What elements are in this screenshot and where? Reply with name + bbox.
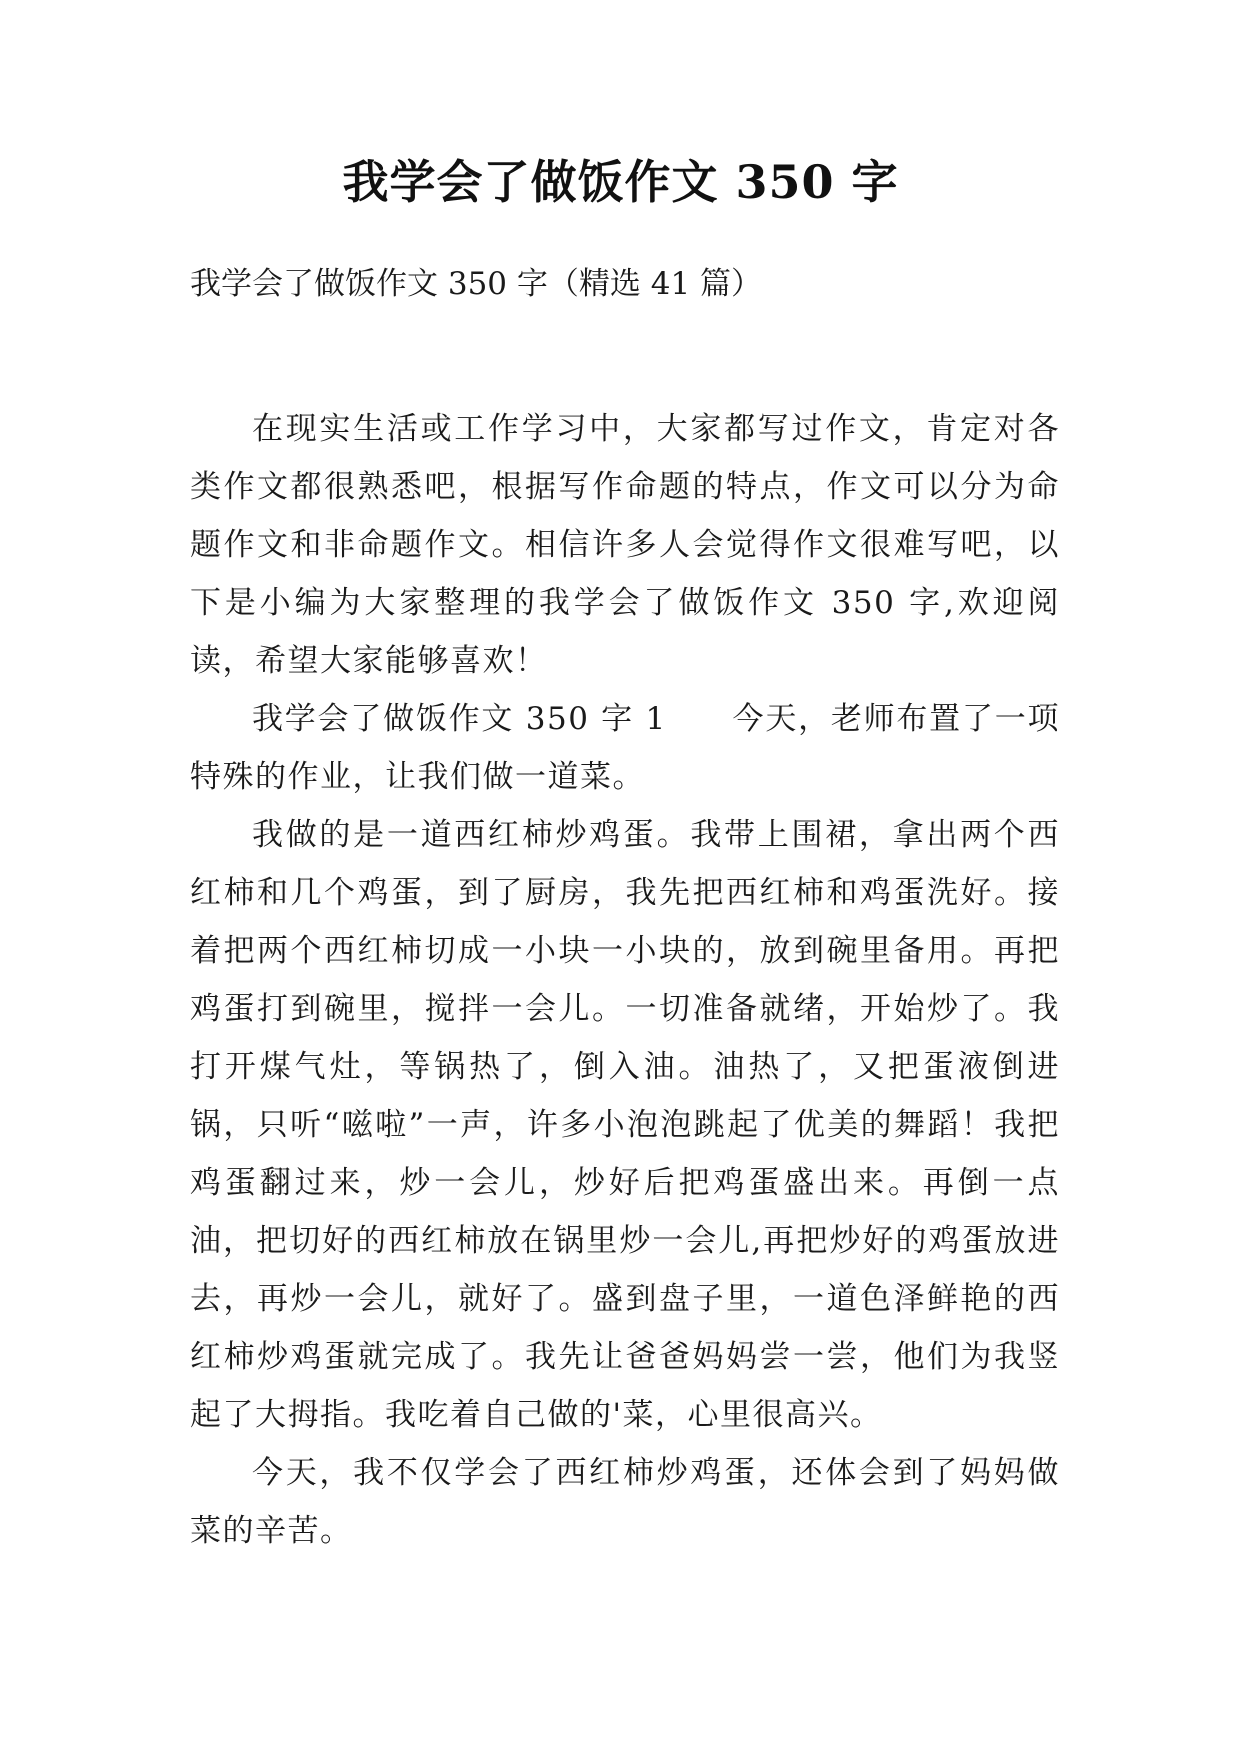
paragraph-cooking-steps: 我做的是一道西红柿炒鸡蛋。我带上围裙，拿出两个西红柿和几个鸡蛋，到了厨房，我先把西红柿和鸡蛋洗好。接着把两个西红柿切成一小块一小块的，放到碗里备用。再把鸡蛋打到碗里，搅拌一会儿。一切准备就绪，开始炒了。我打开煤气灶，等锅热了，倒入油。油热了，又把蛋液倒进锅，只听“嗞啦”一声，许多小泡泡跳起了优美的舞蹈！我把鸡蛋翻过来，炒一会儿，炒好后把鸡蛋盛出来。再倒一点油，把切好的西红柿放在锅里炒一会儿,再把炒好的鸡蛋放进去，再炒一会儿，就好了。盛到盘子里，一道色泽鲜艳的西红柿炒鸡蛋就完成了。我先让爸爸妈妈尝一尝，他们为我竖起了大拇指。我吃着自己做的'菜，心里很高兴。 <box>190 817 1060 1433</box>
paragraph-essay-heading: 我学会了做饭作文 350 字 1 今天，老师布置了一项特殊的作业，让我们做一道菜。 <box>190 701 1060 795</box>
document-body <box>190 400 1060 1560</box>
paragraph-conclusion: 今天，我不仅学会了西红柿炒鸡蛋，还体会到了妈妈做菜的辛苦。 <box>190 1455 1060 1549</box>
document-subtitle: 我学会了做饭作文 350 字（精选 41 篇） <box>190 266 763 302</box>
document-title: 我学会了做饭作文 350 字 <box>342 155 899 209</box>
paragraph-intro: 在现实生活或工作学习中，大家都写过作文，肯定对各类作文都很熟悉吧，根据写作命题的特点，作文可以分为命题作文和非命题作文。相信许多人会觉得作文很难写吧，以下是小编为大家整理的我学会了做饭作文 350 字,欢迎阅读，希望大家能够喜欢！ <box>190 411 1060 679</box>
